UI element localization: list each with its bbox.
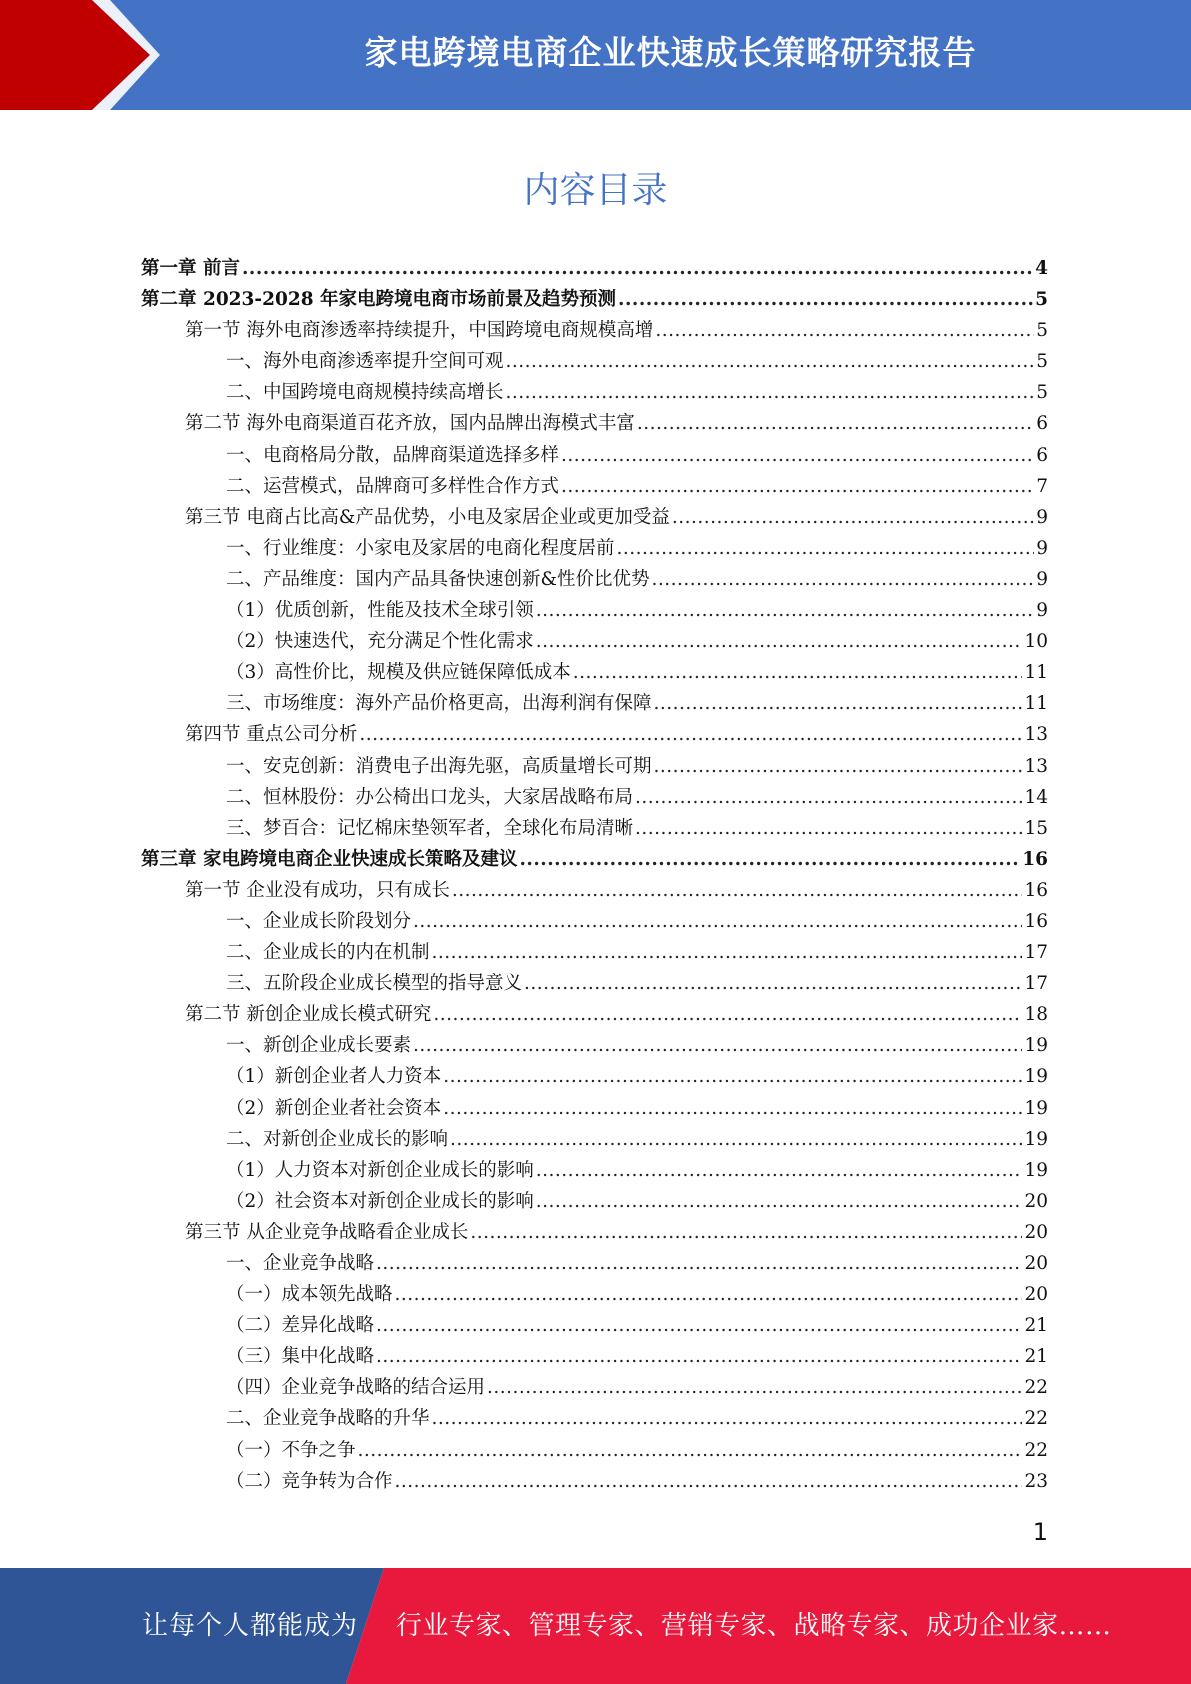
toc-entry-title: 一、新创企业成长要素 <box>226 1035 412 1057</box>
toc-entry-page: 9 <box>1036 506 1048 528</box>
toc-entry-page: 16 <box>1024 910 1048 932</box>
toc-leader-dots <box>519 844 1020 875</box>
toc-entry-page: 9 <box>1036 537 1048 559</box>
toc-entry-page: 10 <box>1024 631 1048 653</box>
toc-leader-dots <box>443 1061 1022 1092</box>
toc-leader-dots <box>242 253 1033 284</box>
toc-entry-page: 5 <box>1035 289 1048 311</box>
toc-leader-dots <box>635 813 1022 844</box>
toc-entry-page: 20 <box>1024 1253 1048 1274</box>
toc-entry[interactable] <box>141 1466 1048 1497</box>
toc-leader-dots <box>413 1030 1022 1061</box>
page-footer <box>0 1568 1191 1684</box>
toc-entry-title: 三、五阶段企业成长模型的指导意义 <box>226 973 523 995</box>
toc-entry-title: （四）企业竞争战略的结合运用 <box>226 1377 486 1399</box>
toc-entry[interactable] <box>141 688 1048 719</box>
toc-entry[interactable] <box>141 440 1048 471</box>
toc-entry-title: 第二节 海外电商渠道百花齐放，国内品牌出海模式丰富 <box>185 413 635 435</box>
toc-entry[interactable] <box>141 284 1048 315</box>
toc-entry-title: 一、安克创新：消费电子出海先驱，高质量增长可期 <box>226 755 652 777</box>
toc-entry-page: 21 <box>1024 1346 1048 1368</box>
toc-entry-page: 20 <box>1024 1221 1048 1243</box>
toc-entry-title: （2）社会资本对新创企业成长的影响 <box>226 1190 534 1212</box>
toc-entry-title: 一、企业成长阶段划分 <box>226 910 412 932</box>
toc-leader-dots <box>395 1279 1023 1310</box>
toc-entry[interactable] <box>141 315 1048 346</box>
footer-slogan-left: 让每个人都能成为 <box>142 1611 359 1641</box>
toc-entry-page: 4 <box>1035 258 1048 279</box>
toc-entry[interactable] <box>141 533 1048 564</box>
toc-entry-page: 19 <box>1024 1159 1048 1181</box>
toc-entry[interactable] <box>141 502 1048 533</box>
toc-entry-title: 二、产品维度：国内产品具备快速创新&性价比优势 <box>226 568 650 590</box>
toc-heading: 内容目录 <box>523 170 668 211</box>
toc-leader-dots <box>651 564 1034 595</box>
toc-entry-title: 第三节 电商占比高&产品优势，小电及家居企业或更加受益 <box>185 506 670 528</box>
toc-entry[interactable] <box>141 1403 1048 1434</box>
toc-entry-page: 5 <box>1036 351 1048 373</box>
toc-entry-title: 第一节 企业没有成功，只有成长 <box>185 879 450 901</box>
toc-entry[interactable] <box>141 937 1048 968</box>
report-title: 家电跨境电商企业快速成长策略研究报告 <box>364 33 977 72</box>
toc-entry-page: 5 <box>1036 382 1048 404</box>
toc-entry-title: 一、海外电商渗透率提升空间可观 <box>226 351 504 373</box>
toc-entry-title: 第四节 重点公司分析 <box>185 724 358 746</box>
toc-entry[interactable] <box>141 1279 1048 1310</box>
toc-entry-title: 第三节 从企业竞争战略看企业成长 <box>185 1221 469 1243</box>
toc-entry[interactable] <box>141 1310 1048 1341</box>
toc-entry-title: 一、企业竞争战略 <box>226 1253 375 1274</box>
toc-leader-dots <box>637 408 1034 439</box>
toc-leader-dots <box>536 1155 1023 1186</box>
toc-entry[interactable] <box>141 1248 1048 1279</box>
toc-entry-page: 22 <box>1024 1408 1048 1430</box>
toc-entry-page: 6 <box>1036 413 1048 435</box>
toc-entry-title: （3）高性价比，规模及供应链保障低成本 <box>226 662 571 684</box>
toc-leader-dots <box>470 1217 1022 1248</box>
toc-entry-page: 20 <box>1024 1284 1048 1306</box>
toc-entry-title: （二）竞争转为合作 <box>226 1470 393 1492</box>
toc-entry-title: （一）成本领先战略 <box>226 1284 393 1306</box>
toc-leader-dots <box>432 1403 1023 1434</box>
toc-entry-title: 二、企业成长的内在机制 <box>226 942 430 964</box>
page-number: 1 <box>1032 1518 1048 1546</box>
toc-leader-dots <box>452 875 1023 906</box>
toc-entry-title: 二、企业竞争战略的升华 <box>226 1408 430 1430</box>
toc-entry[interactable] <box>141 346 1048 377</box>
toc-entry-title: （1）新创企业者人力资本 <box>226 1066 442 1088</box>
toc-entry-page: 17 <box>1024 973 1048 995</box>
toc-entry-title: 二、运营模式，品牌商可多样性合作方式 <box>226 475 560 497</box>
toc-entry-page: 6 <box>1036 444 1048 466</box>
toc-entry-page: 7 <box>1036 475 1048 497</box>
toc-leader-dots <box>561 471 1034 502</box>
toc-entry-title: （三）集中化战略 <box>226 1346 375 1368</box>
toc-entry[interactable] <box>141 1341 1048 1372</box>
toc-entry[interactable] <box>141 875 1048 906</box>
toc-entry[interactable] <box>141 1435 1048 1466</box>
toc-leader-dots <box>536 595 1034 626</box>
toc-leader-dots <box>487 1372 1022 1403</box>
toc-leader-dots <box>573 657 1023 688</box>
toc-entry-page: 11 <box>1024 693 1048 715</box>
toc-entry-title: 三、市场维度：海外产品价格更高，出海利润有保障 <box>226 693 652 715</box>
toc-entry-page: 18 <box>1024 1004 1048 1026</box>
toc-entry-title: （一）不争之争 <box>226 1439 356 1461</box>
toc-entry-page: 22 <box>1024 1439 1048 1461</box>
toc-entry-title: （1）优质创新，性能及技术全球引领 <box>226 600 534 622</box>
toc-entry-page: 19 <box>1024 1035 1048 1057</box>
toc-leader-dots <box>561 440 1034 471</box>
toc-leader-dots <box>524 968 1022 999</box>
toc-entry-page: 20 <box>1024 1190 1048 1212</box>
toc-entry-page: 13 <box>1024 755 1048 777</box>
toc-entry-title: （二）差异化战略 <box>226 1315 375 1337</box>
toc-leader-dots <box>536 1186 1023 1217</box>
toc-entry-title: 二、恒林股份：办公椅出口龙头，大家居战略布局 <box>226 786 634 808</box>
toc-entry[interactable] <box>141 751 1048 782</box>
toc-leader-dots <box>376 1248 1022 1279</box>
toc-entry-page: 16 <box>1024 879 1048 901</box>
toc-entry[interactable] <box>141 408 1048 439</box>
toc-entry[interactable] <box>141 1186 1048 1217</box>
toc-entry[interactable] <box>141 813 1048 844</box>
toc-entry-page: 13 <box>1024 724 1048 746</box>
toc-entry-page: 22 <box>1024 1377 1048 1399</box>
toc-entry[interactable] <box>141 1124 1048 1155</box>
toc-leader-dots <box>506 377 1035 408</box>
toc-entry-title: 第三章 家电跨境电商企业快速成长策略及建议 <box>141 848 518 870</box>
toc-entry[interactable] <box>141 253 1048 284</box>
toc-leader-dots <box>617 533 1035 564</box>
toc-entry-page: 19 <box>1024 1128 1048 1150</box>
toc-entry[interactable] <box>141 1093 1048 1124</box>
toc-leader-dots <box>433 999 1022 1030</box>
toc-leader-dots <box>395 1466 1023 1497</box>
toc-entry-title: （1）人力资本对新创企业成长的影响 <box>226 1159 534 1181</box>
toc-entry[interactable] <box>141 1217 1048 1248</box>
toc-leader-dots <box>376 1310 1022 1341</box>
toc-entry[interactable] <box>141 1030 1048 1061</box>
toc-entry-page: 9 <box>1036 568 1048 590</box>
toc-entry[interactable] <box>141 595 1048 626</box>
toc-entry-page: 5 <box>1036 320 1048 342</box>
toc-leader-dots <box>655 315 1034 346</box>
toc-leader-dots <box>432 937 1023 968</box>
toc-leader-dots <box>618 284 1033 315</box>
toc-leader-dots <box>672 502 1034 533</box>
toc-entry-title: 二、中国跨境电商规模持续高增长 <box>226 382 504 404</box>
toc-entry-title: 第二章 2023-2028 年家电跨境电商市场前景及趋势预测 <box>141 289 617 311</box>
toc-entry-title: （2）新创企业者社会资本 <box>226 1097 442 1119</box>
footer-slogan-right: 行业专家、管理专家、营销专家、战略专家、成功企业家…… <box>396 1611 1112 1641</box>
toc-entry[interactable] <box>141 968 1048 999</box>
toc-entry[interactable] <box>141 782 1048 813</box>
table-of-contents <box>141 253 1048 1497</box>
toc-entry-title: 一、行业维度：小家电及家居的电商化程度居前 <box>226 537 615 559</box>
toc-entry[interactable] <box>141 844 1048 875</box>
toc-entry-page: 11 <box>1024 662 1048 684</box>
toc-entry-page: 17 <box>1024 942 1048 964</box>
toc-leader-dots <box>654 688 1023 719</box>
toc-entry-page: 16 <box>1022 848 1048 870</box>
toc-entry-page: 9 <box>1036 600 1048 622</box>
toc-leader-dots <box>359 719 1022 750</box>
toc-entry[interactable] <box>141 906 1048 937</box>
toc-entry[interactable] <box>141 471 1048 502</box>
toc-entry-title: （2）快速迭代，充分满足个性化需求 <box>226 631 534 653</box>
toc-leader-dots <box>413 906 1022 937</box>
toc-leader-dots <box>376 1341 1022 1372</box>
toc-entry-title: 二、对新创企业成长的影响 <box>226 1128 449 1150</box>
toc-leader-dots <box>450 1124 1022 1155</box>
toc-leader-dots <box>506 346 1035 377</box>
toc-entry[interactable] <box>141 1155 1048 1186</box>
toc-entry[interactable] <box>141 657 1048 688</box>
toc-leader-dots <box>635 782 1022 813</box>
page-header <box>0 0 1191 110</box>
toc-leader-dots <box>654 751 1023 782</box>
toc-entry[interactable] <box>141 564 1048 595</box>
toc-entry-page: 19 <box>1024 1097 1048 1119</box>
toc-entry-page: 14 <box>1024 786 1048 808</box>
toc-entry-page: 21 <box>1024 1315 1048 1337</box>
toc-entry-page: 23 <box>1024 1470 1048 1492</box>
toc-entry-title: 第一章 前言 <box>141 258 240 279</box>
toc-entry-page: 19 <box>1024 1066 1048 1088</box>
toc-entry-title: 第一节 海外电商渗透率持续提升，中国跨境电商规模高增 <box>185 320 654 342</box>
toc-entry-page: 15 <box>1024 817 1048 839</box>
toc-entry[interactable] <box>141 999 1048 1030</box>
toc-entry-title: 第二节 新创企业成长模式研究 <box>185 1004 432 1026</box>
toc-entry[interactable] <box>141 1061 1048 1092</box>
toc-entry[interactable] <box>141 626 1048 657</box>
toc-leader-dots <box>443 1093 1022 1124</box>
toc-entry[interactable] <box>141 377 1048 408</box>
toc-leader-dots <box>536 626 1023 657</box>
toc-leader-dots <box>358 1435 1023 1466</box>
toc-entry-title: 一、电商格局分散，品牌商渠道选择多样 <box>226 444 560 466</box>
toc-entry[interactable] <box>141 1372 1048 1403</box>
toc-entry[interactable] <box>141 719 1048 750</box>
toc-entry-title: 三、梦百合：记忆棉床垫领军者，全球化布局清晰 <box>226 817 634 839</box>
